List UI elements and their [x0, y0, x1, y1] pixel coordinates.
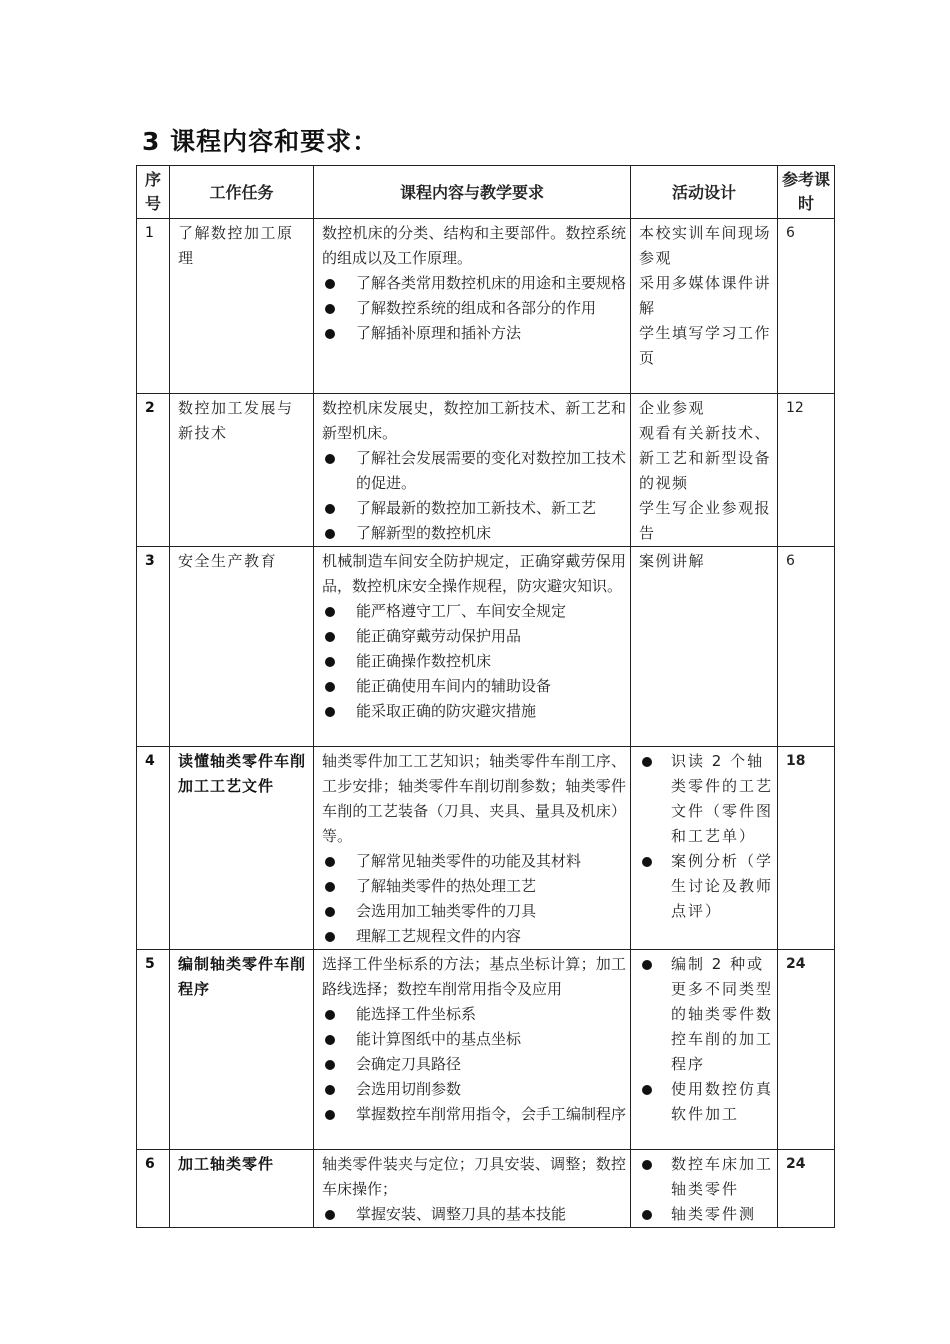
content-intro: 数控机床发展史，数控加工新技术、新工艺和新型机床。 — [322, 399, 626, 442]
content-intro: 选择工件坐标系的方法；基点坐标计算；加工路线选择；数控车削常用指令及应用 — [322, 955, 626, 998]
table-row — [137, 219, 835, 394]
row-task: 数控加工发展与新技术 — [170, 394, 314, 547]
table-row — [137, 1150, 835, 1228]
row-task: 加工轴类零件 — [170, 1150, 314, 1228]
header-num: 序号 — [137, 166, 170, 219]
course-content-table — [136, 165, 835, 1228]
table-row — [137, 950, 835, 1150]
row-hours: 6 — [778, 547, 835, 747]
row-num: 1 — [137, 219, 170, 394]
row-activity — [631, 950, 778, 1150]
activity-bullet: 使用数控仿真软件加工 — [639, 1077, 773, 1127]
content-bullet: 掌握数控车削常用指令，会手工编制程序 — [322, 1102, 626, 1127]
content-bullet: 会确定刀具路径 — [322, 1052, 626, 1077]
row-hours: 6 — [778, 219, 835, 394]
activity-line: 采用多媒体课件讲解 — [639, 274, 772, 317]
header-content: 课程内容与教学要求 — [314, 166, 631, 219]
row-activity — [631, 219, 778, 394]
header-activity: 活动设计 — [631, 166, 778, 219]
activity-line: 案例讲解 — [639, 552, 706, 570]
row-hours: 12 — [778, 394, 835, 547]
content-bullet: 了解社会发展需要的变化对数控加工技术的促进。 — [322, 446, 626, 496]
row-num: 6 — [137, 1150, 170, 1228]
content-intro: 数控机床的分类、结构和主要部件。数控系统的组成以及工作原理。 — [322, 224, 626, 267]
content-bullet: 能正确操作数控机床 — [322, 649, 626, 674]
row-num: 2 — [137, 394, 170, 547]
content-bullet: 能计算图纸中的基点坐标 — [322, 1027, 626, 1052]
row-content — [314, 747, 631, 950]
content-intro: 机械制造车间安全防护规定，正确穿戴劳保用品，数控机床安全操作规程，防灾避灾知识。 — [322, 552, 626, 595]
activity-bullet: 编制 2 种或更多不同类型的轴类零件数控车削的加工程序 — [639, 952, 773, 1077]
table-row — [137, 394, 835, 547]
content-bullet: 会选用切削参数 — [322, 1077, 626, 1102]
section-heading: 3 课程内容和要求： — [142, 127, 379, 156]
header-task: 工作任务 — [170, 166, 314, 219]
activity-bullet: 案例分析（学生讨论及教师点评） — [639, 849, 773, 924]
row-hours: 18 — [778, 747, 835, 950]
content-bullet: 了解轴类零件的热处理工艺 — [322, 874, 626, 899]
content-intro: 轴类零件加工工艺知识；轴类零件车削工序、工步安排；轴类零件车削切削参数；轴类零件车削的工艺装备（刀具、夹具、量具及机床）等。 — [322, 752, 626, 845]
header-hours: 参考课时 — [778, 166, 835, 219]
content-bullet: 能正确穿戴劳动保护用品 — [322, 624, 626, 649]
content-bullet: 了解数控系统的组成和各部分的作用 — [322, 296, 626, 321]
row-num: 5 — [137, 950, 170, 1150]
row-num: 4 — [137, 747, 170, 950]
row-content — [314, 394, 631, 547]
row-content — [314, 950, 631, 1150]
activity-bullet: 识读 2 个轴类零件的工艺文件（零件图和工艺单） — [639, 749, 773, 849]
table-header-row — [137, 166, 835, 219]
table-row — [137, 547, 835, 747]
table-row — [137, 747, 835, 950]
content-bullet: 理解工艺规程文件的内容 — [322, 924, 626, 949]
content-bullet: 掌握安装、调整刀具的基本技能 — [322, 1202, 626, 1227]
row-task: 了解数控加工原理 — [170, 219, 314, 394]
row-activity — [631, 394, 778, 547]
row-activity — [631, 1150, 778, 1228]
activity-line: 观看有关新技术、新工艺和新型设备的视频 — [639, 424, 772, 492]
activity-line: 本校实训车间现场参观 — [639, 224, 772, 267]
content-bullet: 会选用加工轴类零件的刀具 — [322, 899, 626, 924]
row-content — [314, 219, 631, 394]
content-bullet: 了解各类常用数控机床的用途和主要规格 — [322, 271, 626, 296]
content-intro: 轴类零件装夹与定位；刀具安装、调整；数控车床操作； — [322, 1155, 626, 1198]
row-content — [314, 547, 631, 747]
row-task: 编制轴类零件车削程序 — [170, 950, 314, 1150]
row-activity — [631, 747, 778, 950]
content-bullet: 能选择工件坐标系 — [322, 1002, 626, 1027]
row-hours: 24 — [778, 950, 835, 1150]
row-activity — [631, 547, 778, 747]
row-content — [314, 1150, 631, 1228]
content-bullet: 能采取正确的防灾避灾措施 — [322, 699, 626, 724]
row-task: 读懂轴类零件车削加工工艺文件 — [170, 747, 314, 950]
content-bullet: 了解新型的数控机床 — [322, 521, 626, 546]
row-hours: 24 — [778, 1150, 835, 1228]
activity-bullet: 数控车床加工轴类零件 — [639, 1152, 773, 1202]
activity-line: 学生填写学习工作页 — [639, 324, 772, 367]
content-bullet: 了解最新的数控加工新技术、新工艺 — [322, 496, 626, 521]
activity-line: 企业参观 — [639, 399, 706, 417]
content-bullet: 能正确使用车间内的辅助设备 — [322, 674, 626, 699]
content-bullet: 了解常见轴类零件的功能及其材料 — [322, 849, 626, 874]
activity-bullet: 轴类零件测 — [639, 1202, 773, 1227]
row-num: 3 — [137, 547, 170, 747]
content-bullet: 了解插补原理和插补方法 — [322, 321, 626, 346]
activity-line: 学生写企业参观报告 — [639, 499, 772, 542]
row-task: 安全生产教育 — [170, 547, 314, 747]
content-bullet: 能严格遵守工厂、车间安全规定 — [322, 599, 626, 624]
